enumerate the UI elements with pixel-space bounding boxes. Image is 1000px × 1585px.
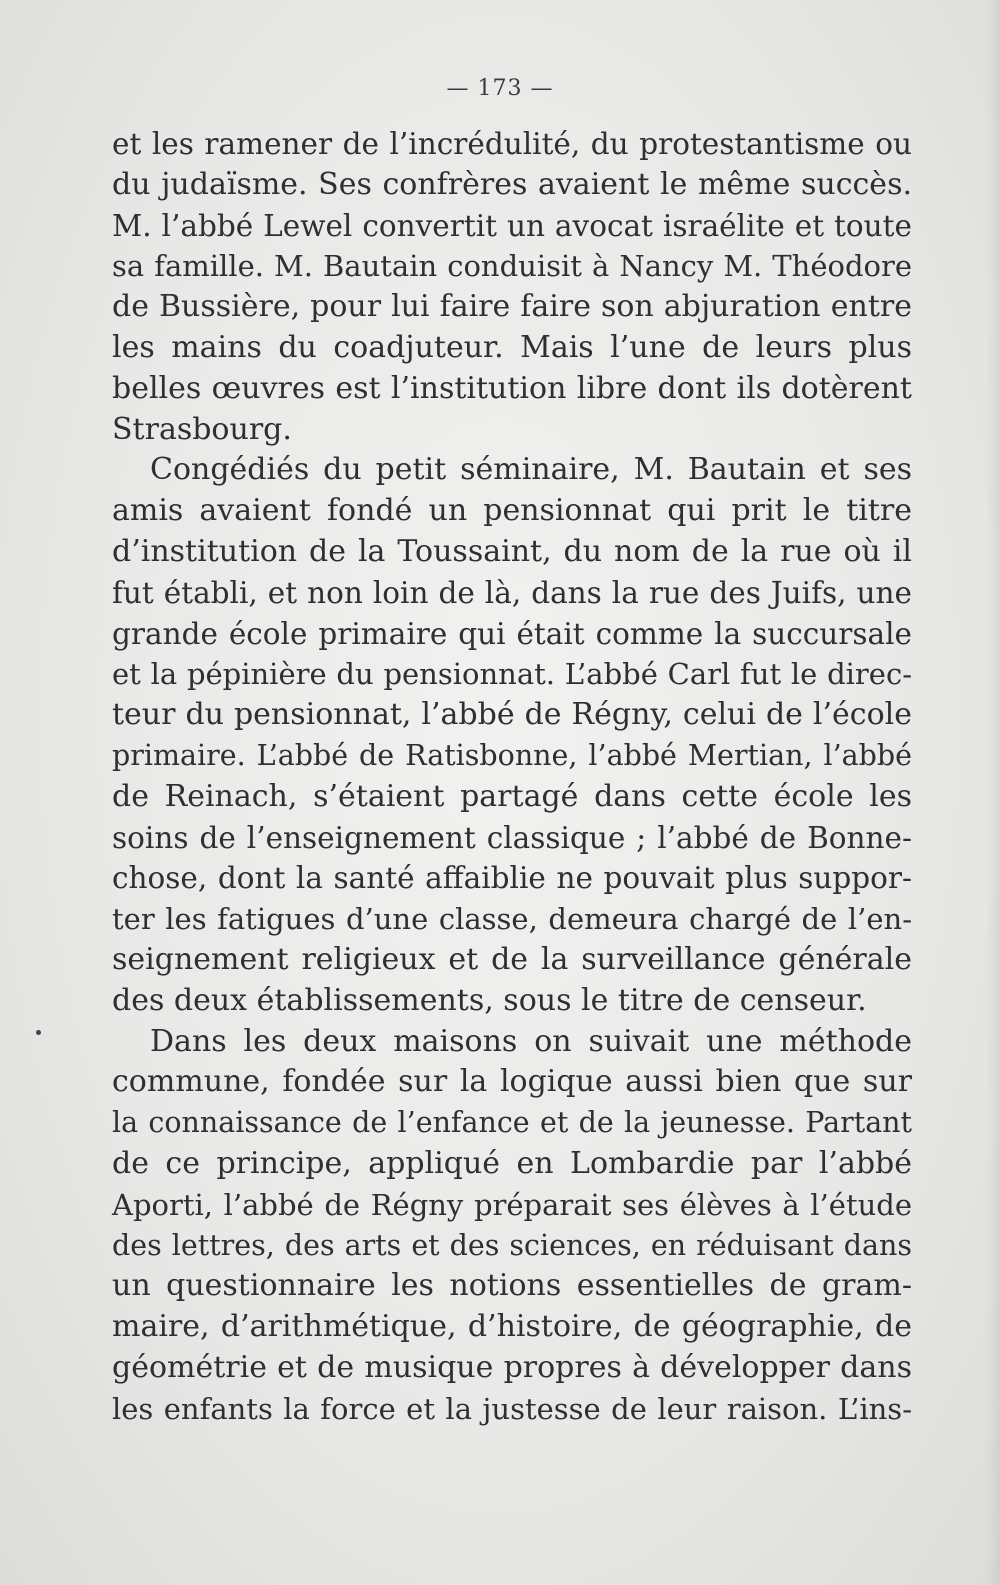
text-line: primaire. L’abbé de Ratisbonne, l’abbé Mertian, l’abbé bbox=[112, 738, 912, 772]
text-line: belles œuvres est l’institution libre dont ils dotèrent bbox=[112, 370, 912, 406]
text-line: commune, fondée sur la logique aussi bien que sur bbox=[112, 1064, 912, 1100]
text-line: soins de l’enseignement classique ; l’abbé de Bonne- bbox=[112, 820, 912, 855]
text-line: les mains du coadjuteur. Mais l’une de leurs plus bbox=[112, 329, 912, 365]
text-line: les enfants la force et la justesse de leur raison. L’ins- bbox=[112, 1391, 912, 1426]
text-line: amis avaient fondé un pensionnat qui prit le titre bbox=[112, 493, 912, 529]
text-line: Dans les deux maisons on suivait une méthode bbox=[150, 1023, 912, 1059]
text-line: des lettres, des arts et des sciences, en réduisant dans bbox=[112, 1228, 912, 1262]
text-line: Aporti, l’abbé de Régny préparait ses élèves à l’étude bbox=[112, 1187, 912, 1222]
text-line: Strasbourg. bbox=[112, 411, 292, 447]
text-line: des deux établissements, sous le titre de censeur. bbox=[112, 982, 867, 1018]
page-edge-shadow bbox=[986, 0, 1000, 1585]
text-line: chose, dont la santé affaiblie ne pouvait plus suppor- bbox=[112, 861, 912, 896]
text-line: M. l’abbé Lewel convertit un avocat israélite et toute bbox=[112, 208, 912, 243]
text-line: et les ramener de l’incrédulité, du protestantisme ou bbox=[112, 127, 912, 161]
text-line: teur du pensionnat, l’abbé de Régny, celui de l’école bbox=[112, 697, 912, 733]
text-line: seignement religieux et de la surveillance générale bbox=[112, 941, 912, 977]
text-line: sa famille. M. Bautain conduisit à Nancy M. Théodore bbox=[112, 249, 912, 284]
text-line: la connaissance de l’enfance et de la jeunesse. Partant bbox=[112, 1106, 912, 1140]
text-line: Congédiés du petit séminaire, M. Bautain et ses bbox=[150, 452, 912, 488]
text-line: grande école primaire qui était comme la succursale bbox=[112, 616, 912, 651]
text-line: maire, d’arithmétique, d’histoire, de géographie, de bbox=[112, 1309, 912, 1345]
text-line: fut établi, et non loin de là, dans la rue des Juifs, une bbox=[112, 575, 912, 610]
text-line: et la pépinière du pensionnat. L’abbé Carl fut le direc- bbox=[112, 657, 912, 692]
text-line: un questionnaire les notions essentielles de gram- bbox=[112, 1268, 912, 1304]
ink-speck bbox=[36, 1030, 41, 1035]
body-text bbox=[112, 124, 912, 1430]
text-line: ter les fatigues d’une classe, demeura chargé de l’en- bbox=[112, 902, 912, 937]
text-line: du judaïsme. Ses confrères avaient le même succès. bbox=[112, 166, 912, 202]
text-line: géométrie et de musique propres à développer dans bbox=[112, 1349, 912, 1385]
text-line: de ce principe, appliqué en Lombardie par l’abbé bbox=[112, 1145, 912, 1181]
text-line: d’institution de la Toussaint, du nom de la rue où il bbox=[112, 533, 912, 569]
text-line: de Reinach, s’étaient partagé dans cette école les bbox=[112, 778, 912, 814]
page-number: — 173 — bbox=[446, 76, 554, 101]
text-line: de Bussière, pour lui faire faire son abjuration entre bbox=[112, 289, 912, 325]
